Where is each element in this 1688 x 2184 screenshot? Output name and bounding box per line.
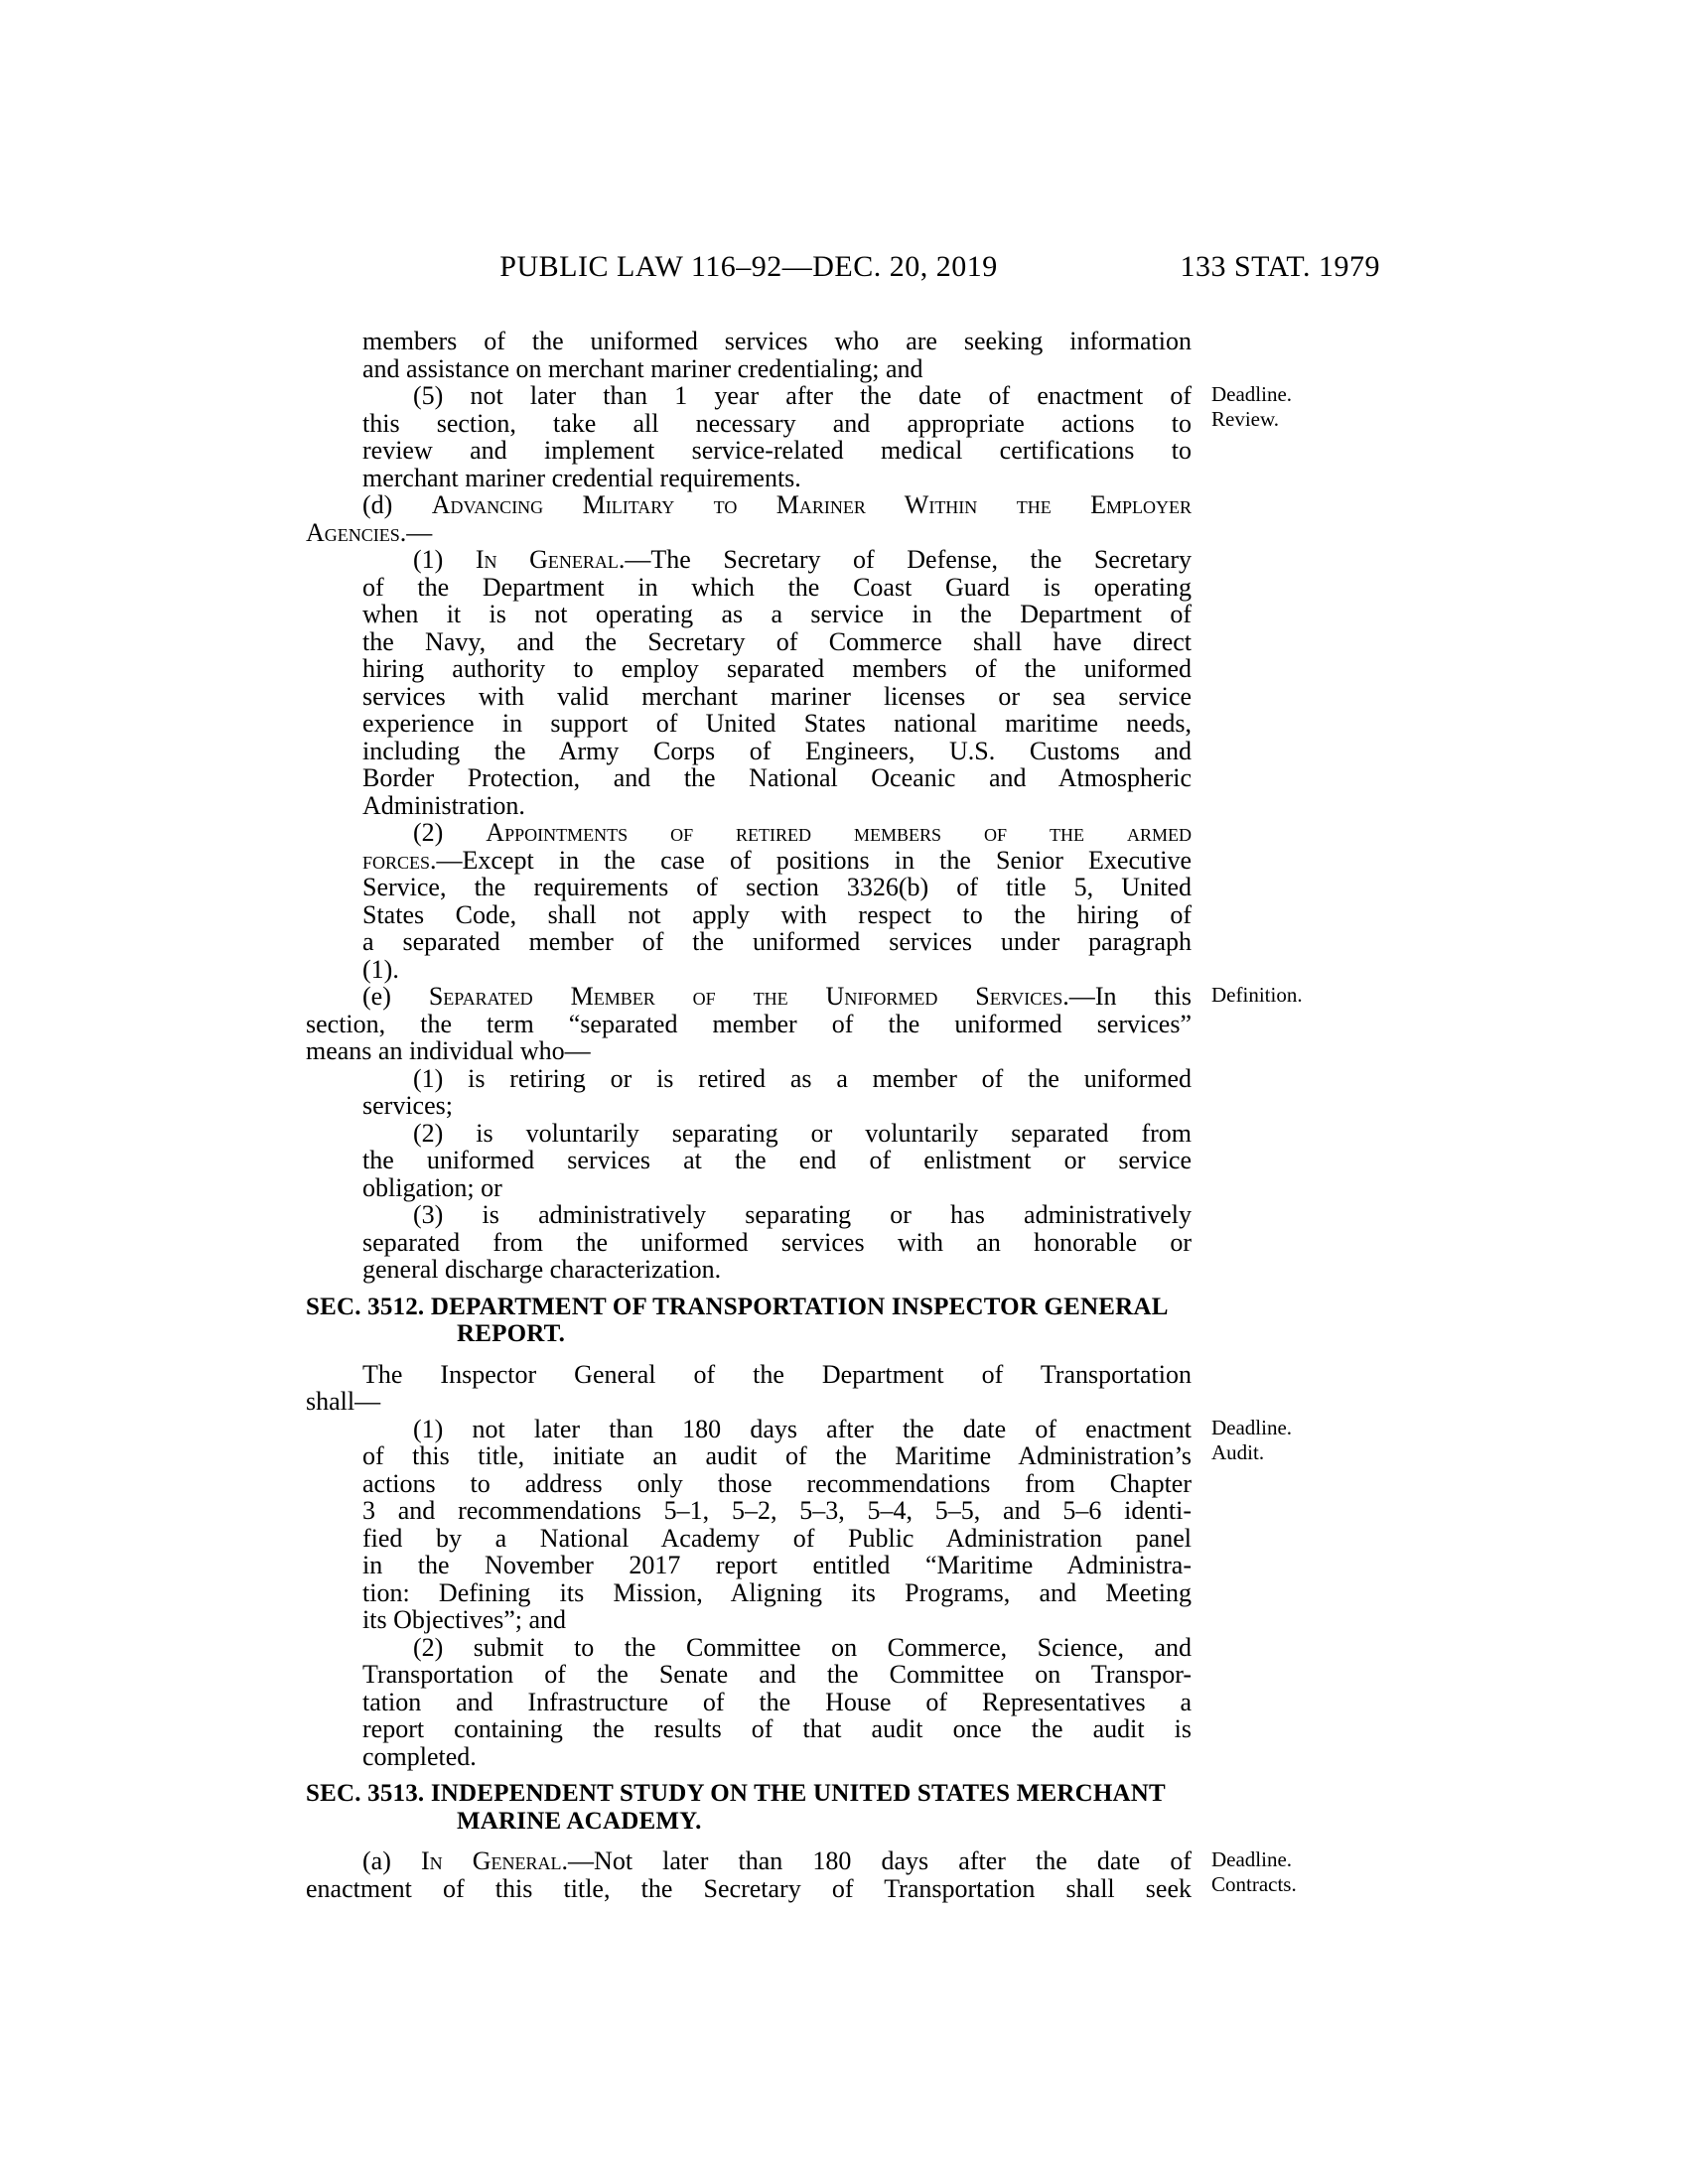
- body-line: (1) not later than 180 days after the date of enactment: [413, 1414, 1192, 1443]
- body-line: hiring authority to employ separated members of the uniformed: [362, 654, 1192, 683]
- body-line: this section, take all necessary and appropriate actions to: [362, 408, 1192, 438]
- body-line: (5) not later than 1 year after the date of enactment of: [413, 381, 1192, 410]
- body-line: (1) In General.—The Secretary of Defense, the Secretary: [413, 545, 1192, 574]
- body-line: actions to address only those recommendations from Chapter: [362, 1468, 1192, 1498]
- margin-note-line: Review.: [1211, 407, 1280, 431]
- margin-notes: [1211, 0, 1420, 2184]
- margin-note: [1211, 1416, 1292, 1465]
- body-line: its Objectives”; and: [362, 1605, 567, 1634]
- body-line: fied by a National Academy of Public Administration panel: [362, 1523, 1192, 1553]
- body-line: tion: Defining its Mission, Aligning its Programs, and Meeting: [362, 1577, 1192, 1607]
- body-line: services with valid merchant mariner licenses or sea service: [362, 681, 1192, 711]
- body-line: services;: [362, 1091, 453, 1120]
- body-line: means an individual who—: [306, 1036, 591, 1065]
- running-head-stat-citation: 133 STAT. 1979: [1180, 250, 1380, 283]
- body-line: including the Army Corps of Engineers, U.S. Customs and: [362, 736, 1192, 765]
- body-line: Service, the requirements of section 3326(b) of title 5, United: [362, 873, 1192, 901]
- section-heading-line: MARINE ACADEMY.: [457, 1807, 702, 1835]
- body-line: shall—: [306, 1387, 381, 1416]
- margin-note-line: Deadline.: [1211, 382, 1293, 406]
- body-line: the Navy, and the Secretary of Commerce shall have direct: [362, 626, 1192, 656]
- body-line: (d) Advancing Military to Mariner Within the Employer: [362, 490, 1192, 519]
- body-line: report containing the results of that audit once the audit is: [362, 1714, 1192, 1743]
- section-heading-line: SEC. 3513. INDEPENDENT STUDY ON THE UNITED STATES MERCHANT: [306, 1780, 1166, 1807]
- body-line: in the November 2017 report entitled “Maritime Administra-: [362, 1551, 1192, 1579]
- margin-note-line: Deadline.: [1211, 1416, 1293, 1439]
- margin-note: [1211, 382, 1292, 432]
- body-line: review and implement service-related medical certifications to: [362, 436, 1192, 465]
- body-line: of this title, initiate an audit of the Maritime Administration’s: [362, 1441, 1192, 1470]
- section-heading-line: SEC. 3512. DEPARTMENT OF TRANSPORTATION INSPECTOR GENERAL: [306, 1293, 1169, 1320]
- body-line: Agencies.—: [306, 517, 433, 547]
- body-line: forces.—Except in the case of positions in the Senior Executive: [362, 845, 1192, 875]
- body-line: (2) is voluntarily separating or voluntarily separated from: [413, 1118, 1192, 1148]
- body-line: experience in support of United States national maritime needs,: [362, 709, 1192, 738]
- body-line: (1).: [362, 954, 399, 984]
- running-head-law-citation: PUBLIC LAW 116–92—DEC. 20, 2019: [499, 250, 998, 283]
- body-line: tation and Infrastructure of the House of Representatives a: [362, 1687, 1192, 1716]
- body-line: (e) Separated Member of the Uniformed Services.—In this: [362, 982, 1192, 1011]
- body-line: completed.: [362, 1741, 477, 1771]
- body-line: members of the uniformed services who are seeking information: [362, 327, 1192, 355]
- body-line: a separated member of the uniformed services under paragraph: [362, 927, 1192, 956]
- body-line: Border Protection, and the National Oceanic and Atmospheric: [362, 763, 1192, 792]
- body-line: (1) is retiring or is retired as a member of the uniformed: [413, 1063, 1192, 1093]
- body-line: obligation; or: [362, 1172, 502, 1202]
- margin-note-line: Definition.: [1211, 983, 1303, 1007]
- body-line: and assistance on merchant mariner credentialing; and: [362, 353, 923, 383]
- section-heading-line: REPORT.: [457, 1320, 566, 1347]
- body-line: merchant mariner credential requirements.: [362, 463, 801, 492]
- body-line: The Inspector General of the Department of Transportation: [362, 1359, 1192, 1389]
- margin-note-line: Deadline.: [1211, 1847, 1293, 1871]
- body-line: Administration.: [362, 790, 525, 820]
- margin-note: [1211, 983, 1303, 1008]
- body-column: [306, 328, 1192, 1902]
- margin-note-line: Audit.: [1211, 1440, 1265, 1464]
- body-line: States Code, shall not apply with respect to the hiring of: [362, 899, 1192, 929]
- body-line: (a) In General.—Not later than 180 days after the date of: [362, 1846, 1192, 1875]
- body-line: (3) is administratively separating or has administratively: [413, 1200, 1192, 1229]
- body-line: enactment of this title, the Secretary of Transportation shall seek: [306, 1873, 1192, 1903]
- body-line: of the Department in which the Coast Guard is operating: [362, 572, 1192, 602]
- body-line: (2) Appointments of retired members of the armed: [413, 818, 1192, 847]
- body-line: the uniformed services at the end of enlistment or service: [362, 1146, 1192, 1174]
- body-line: when it is not operating as a service in the Department of: [362, 600, 1192, 628]
- body-line: section, the term “separated member of the uniformed services”: [306, 1009, 1192, 1038]
- body-line: general discharge characterization.: [362, 1255, 722, 1284]
- body-line: Transportation of the Senate and the Committee on Transpor-: [362, 1660, 1192, 1689]
- body-line: 3 and recommendations 5–1, 5–2, 5–3, 5–4, 5–5, and 5–6 identi-: [362, 1496, 1192, 1525]
- body-line: separated from the uniformed services with an honorable or: [362, 1227, 1192, 1257]
- margin-note: [1211, 1847, 1297, 1897]
- body-line: (2) submit to the Committee on Commerce, Science, and: [413, 1632, 1192, 1662]
- margin-note-line: Contracts.: [1211, 1872, 1297, 1896]
